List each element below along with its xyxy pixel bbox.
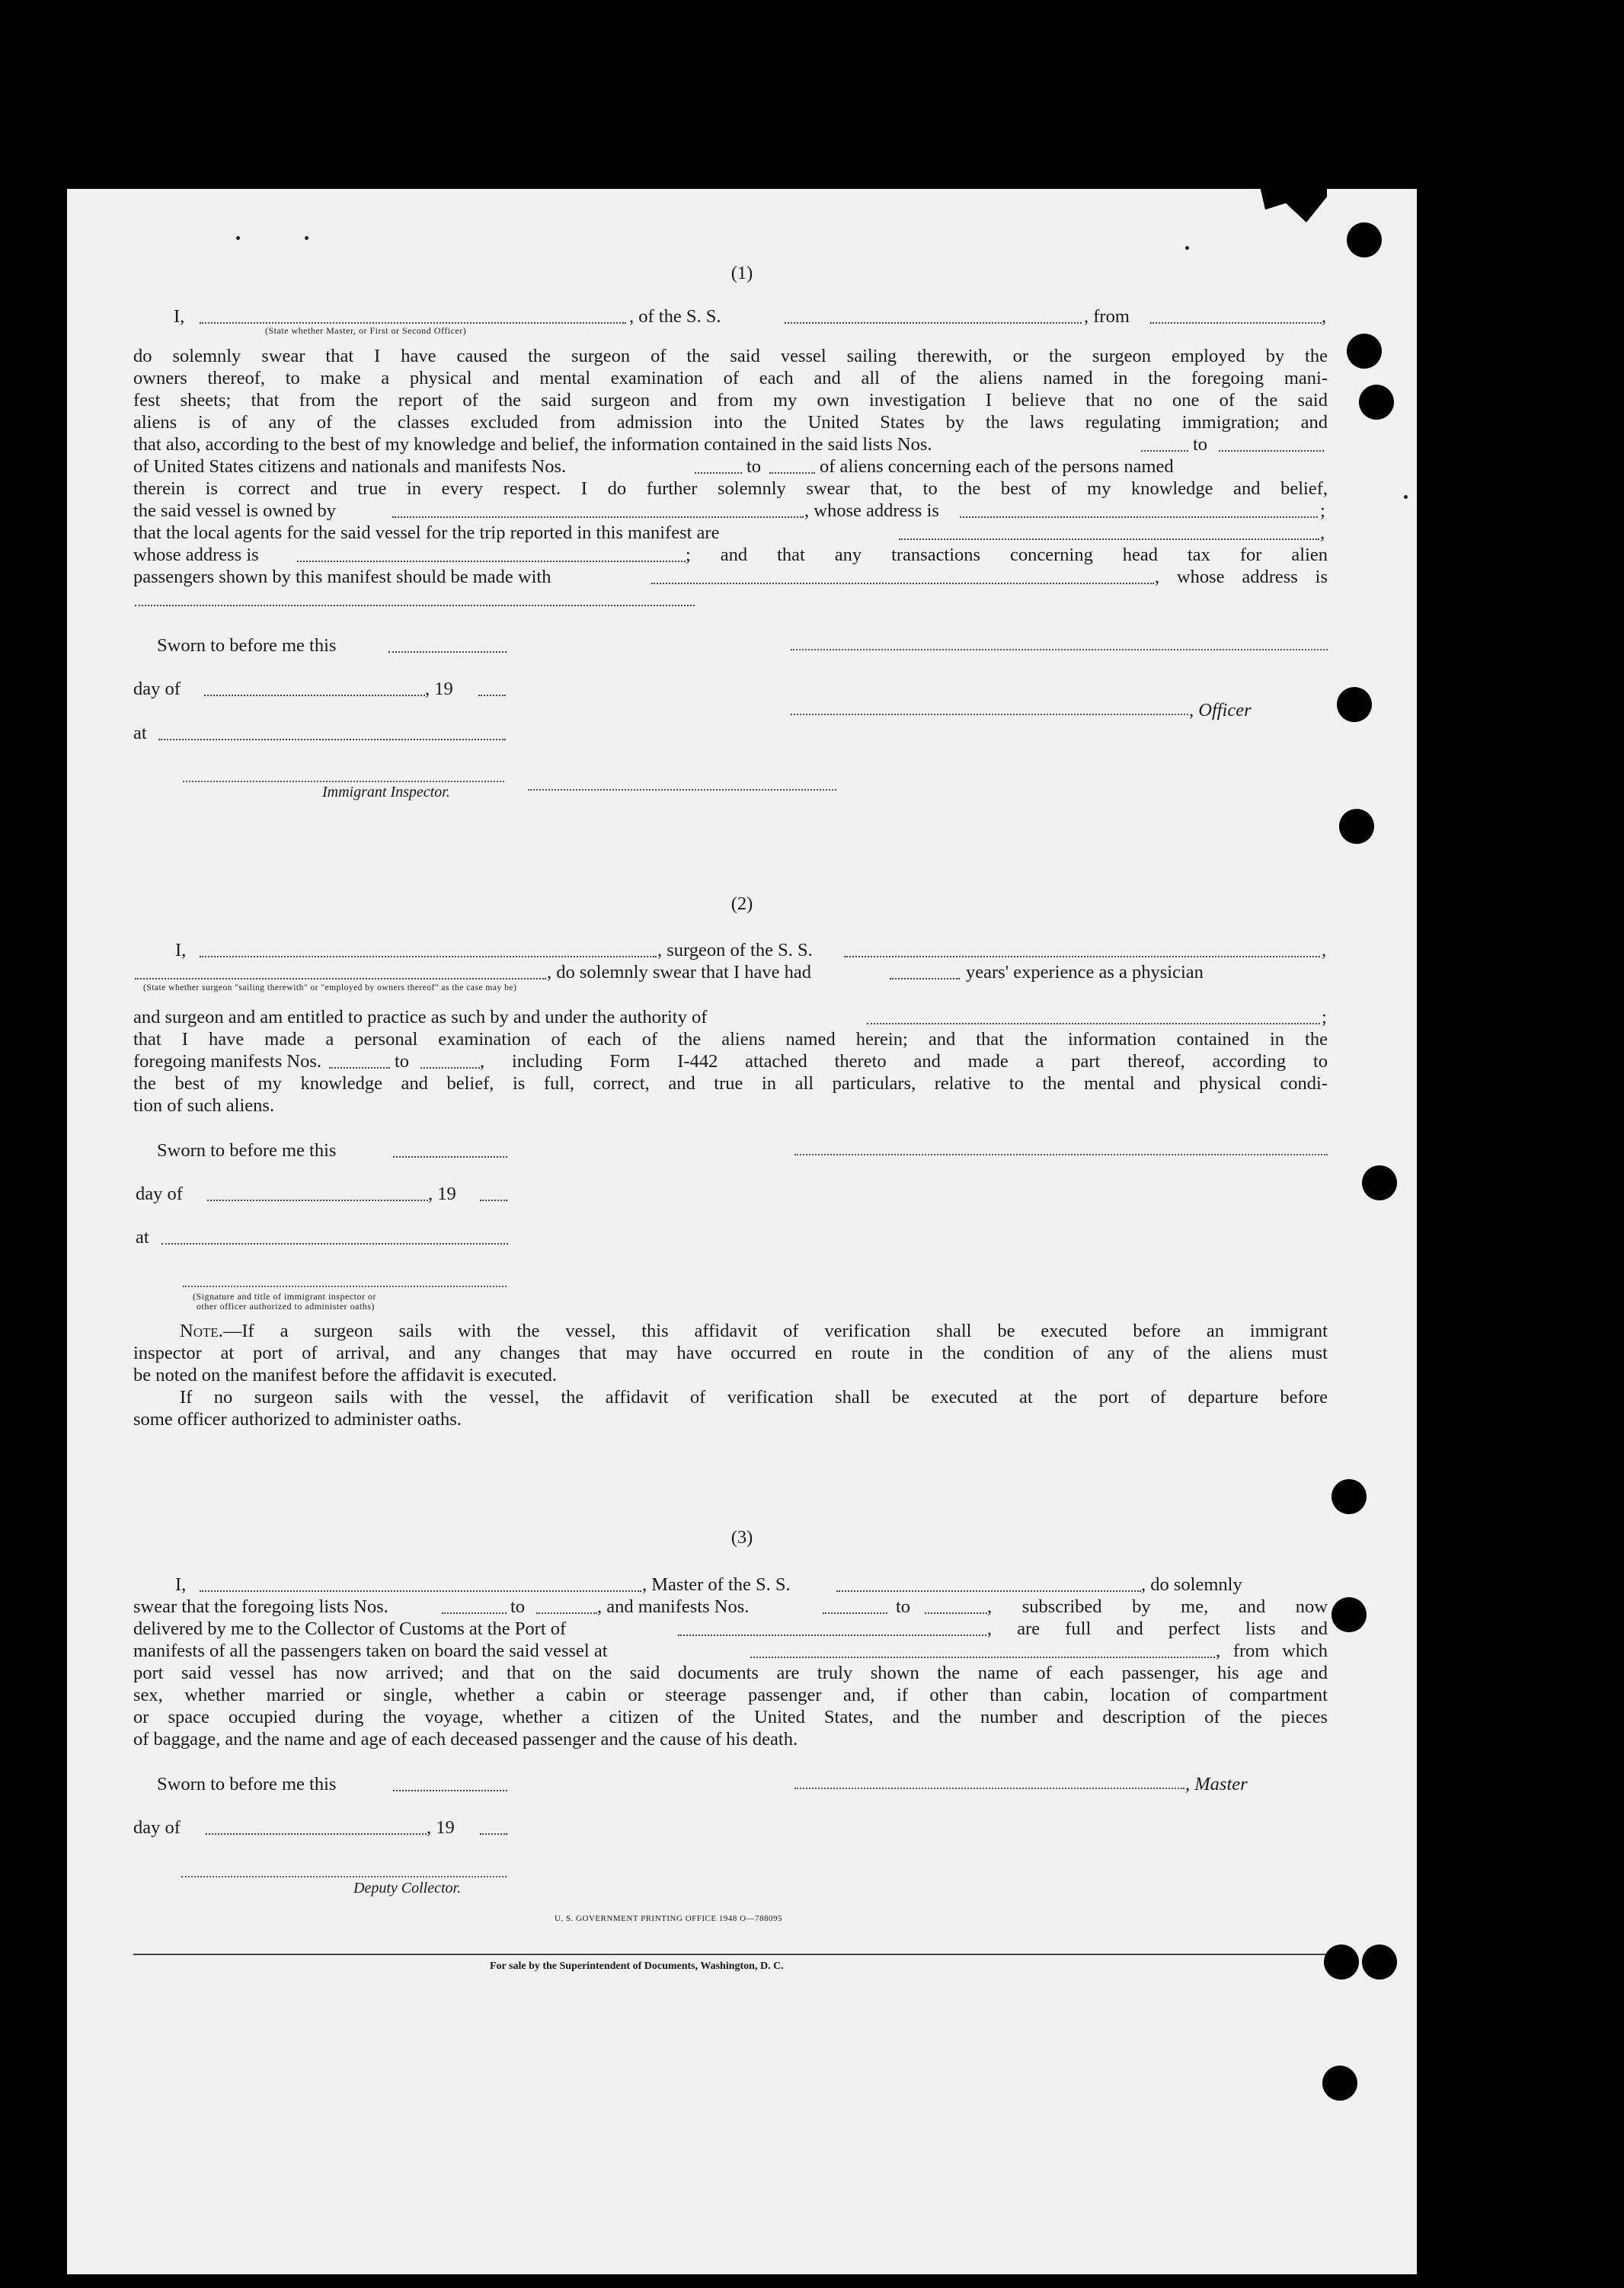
officer-caption: (State whether Master, or First or Second Officer) — [265, 325, 467, 336]
citizen-lists-from-blank — [1141, 448, 1188, 452]
s3-manifests-from-blank — [823, 1610, 887, 1614]
gpo-imprint: U. S. GOVERNMENT PRINTING OFFICE 1948 O—788095 — [555, 1914, 783, 1923]
form-page: (1) I, , of the S. S. , from , (State whether Master, or First or Second Officer) do solemnly swear that I have caused the surgeon of the said vessel sailing therewith, or the surgeon employed by the owners thereof, to make a physical and mental examination of each and all of the aliens named in the foregoing mani- fest sheets; that from the report of the said surgeon and from my own investigation I believe that no one of the said aliens is of any of the classes excluded from admission into the United States by the laws regulating immigration; and that also, according to the best of my knowledge and belief, the information contained in the said lists Nos. to of United States citizens and nationals and manifests Nos. to of aliens concerning each of the persons named therein is correct and true in every respect. I do further solemnly swear that, to the best of my knowledge and belief, the said vessel is owned by , whose address is ; that the local agents for the said vessel for the trip reported in this manifest are , whose address is ; and that any transactions concerning head tax for alien passengers shown by this manifest should be made with , whose address is Sworn to before me this day of , 19 , Officer at Immigrant Inspector. (2) I, , surgeon of the S. S. , , do solemnly swear that I have had years' experience as a physician (State whether surgeon "sailing therewith" or "employed by owners thereof" as the case may be) and surgeon and am entitled to practice as such by and under the authority of ; that I have made a personal examination of each of the aliens named herein; and that the information contained in the foregoing manifests Nos. to , including Form I-442 attached thereto and made a part thereof, according to the best of my knowledge and belief, is full, correct, and true in all particulars, relative to the mental and physical condi- tion of such aliens. Sworn to before me this day of , 19 at (Signature and title of immigrant inspector or other officer authorized to administer oaths) Note.—If a surgeon sails with the vessel, this affidavit of verification shall be executed before an immigrant inspector at port of arrival, and any changes that may have occurred en route in the condition of any of the aliens must be noted on the manifest before the affidavit is executed. If no surgeon sails with the vessel, the affidavit of verification shall be executed at the port of departure before some officer authorized to administer oaths. (3) I, , Master of the S. S. , do solemnly swear that the foregoing lists Nos. to , and manifests Nos. to , subscribed by me, and now delivered by me to the Collector of Customs at the Port of , are full and perfect lists and manifests of all the passengers taken on board the said vessel at , from which port said vessel has now arrived; and that on the said documents are truly shown the name of each passenger, his age and sex, whether married or single, whether a cabin or steerage passenger and, if other than cabin, location of compartment or space occupied during the voyage, whether a citizen of the United States, and the number and description of the pieces of baggage, and the name and age of each deceased passenger and the cause of his death. Sworn to before me this , Master day of , 19 Deputy Collector. U. S. GOVERNMENT PRINTING OFFICE 1948 O—788095 For sale by the Superintendent of Documents, Washington, D. C. — [67, 189, 1417, 2274]
s1-year-blank — [478, 692, 506, 696]
local-agents-blank — [899, 536, 1319, 540]
s2-manifests-to-blank — [420, 1065, 480, 1069]
punch-hole — [1331, 1479, 1367, 1514]
punch-hole — [1362, 1944, 1397, 1980]
s1-line1-ss: , of the S. S. — [629, 306, 721, 327]
master-label: , Master — [1185, 1774, 1248, 1794]
master-signature-line — [794, 1788, 1184, 1789]
vessel-name-blank — [785, 320, 1082, 324]
surgeon-caption: (State whether surgeon "sailing therewith" or "employed by owners thereof" as the case may be) — [143, 983, 517, 992]
s3-sworn-day-blank — [393, 1788, 507, 1791]
punch-hole — [1362, 1165, 1397, 1200]
punch-hole — [1339, 809, 1374, 844]
officer-label: , Officer — [1189, 700, 1252, 721]
s2-vessel-blank — [844, 954, 1320, 957]
s3-lists-from-blank — [442, 1610, 507, 1614]
punch-hole — [1359, 385, 1394, 420]
s3-month-blank — [206, 1831, 427, 1835]
s2-sworn-day-blank — [393, 1154, 507, 1158]
years-experience-blank — [890, 976, 960, 979]
s2-year-blank — [480, 1197, 507, 1201]
s2-manifests-from-blank — [329, 1065, 390, 1069]
inspector-label: Immigrant Inspector. — [322, 784, 450, 800]
s1-signature-line — [791, 649, 1328, 650]
head-tax-address-blank — [135, 602, 695, 606]
punch-hole — [1331, 1597, 1367, 1632]
citizen-lists-to-blank — [1219, 448, 1324, 452]
punch-hole — [1347, 222, 1382, 257]
section-1-heading: (1) — [730, 263, 753, 283]
alien-manifests-to-blank — [769, 470, 815, 474]
s3-vessel-blank — [836, 1588, 1141, 1592]
s1-line1-from: , from — [1084, 306, 1130, 327]
owner-blank — [392, 514, 804, 518]
officer-signature-line — [791, 714, 1188, 715]
s2-inspector-signature-line — [183, 1286, 507, 1287]
surgeon-name-blank — [200, 954, 657, 957]
punch-hole — [1324, 1944, 1359, 1980]
s1-at-blank — [158, 737, 506, 740]
alien-manifests-from-blank — [695, 470, 742, 474]
s1-sworn-day-blank — [388, 649, 507, 653]
from-port-blank — [1150, 320, 1322, 324]
sale-notice: For sale by the Superintendent of Documents, Washington, D. C. — [490, 1960, 784, 1972]
s1-line1-i: I, — [174, 306, 185, 327]
agents-address-blank — [297, 558, 686, 562]
surgeon-status-blank — [135, 976, 546, 979]
s2-at-blank — [161, 1241, 508, 1245]
punch-hole — [1347, 334, 1382, 369]
s3-master-name-blank — [200, 1588, 641, 1592]
port-of-embarkation-blank — [750, 1654, 1215, 1658]
s3-year-blank — [480, 1831, 507, 1835]
s2-month-blank — [207, 1197, 428, 1201]
s3-lists-to-blank — [536, 1610, 597, 1614]
section-3-heading: (3) — [730, 1527, 753, 1548]
head-tax-agent-blank — [651, 580, 1154, 584]
owner-address-blank — [960, 514, 1318, 518]
s1-month-blank — [204, 692, 425, 696]
note-paragraph: Note.—If a surgeon sails with the vessel, this affidavit of verification shall be executed before an immigrant — [180, 1321, 1328, 1341]
authority-blank — [867, 1021, 1320, 1024]
master-name-blank — [200, 320, 626, 324]
port-of-arrival-blank — [678, 1632, 986, 1636]
s3-manifests-to-blank — [925, 1610, 987, 1614]
punch-hole — [1337, 687, 1372, 722]
deputy-label: Deputy Collector. — [353, 1880, 462, 1897]
section-2-heading: (2) — [730, 893, 753, 914]
punch-hole — [1322, 2066, 1357, 2101]
footer-rule — [133, 1954, 1328, 1955]
s2-signature-line — [794, 1154, 1328, 1155]
